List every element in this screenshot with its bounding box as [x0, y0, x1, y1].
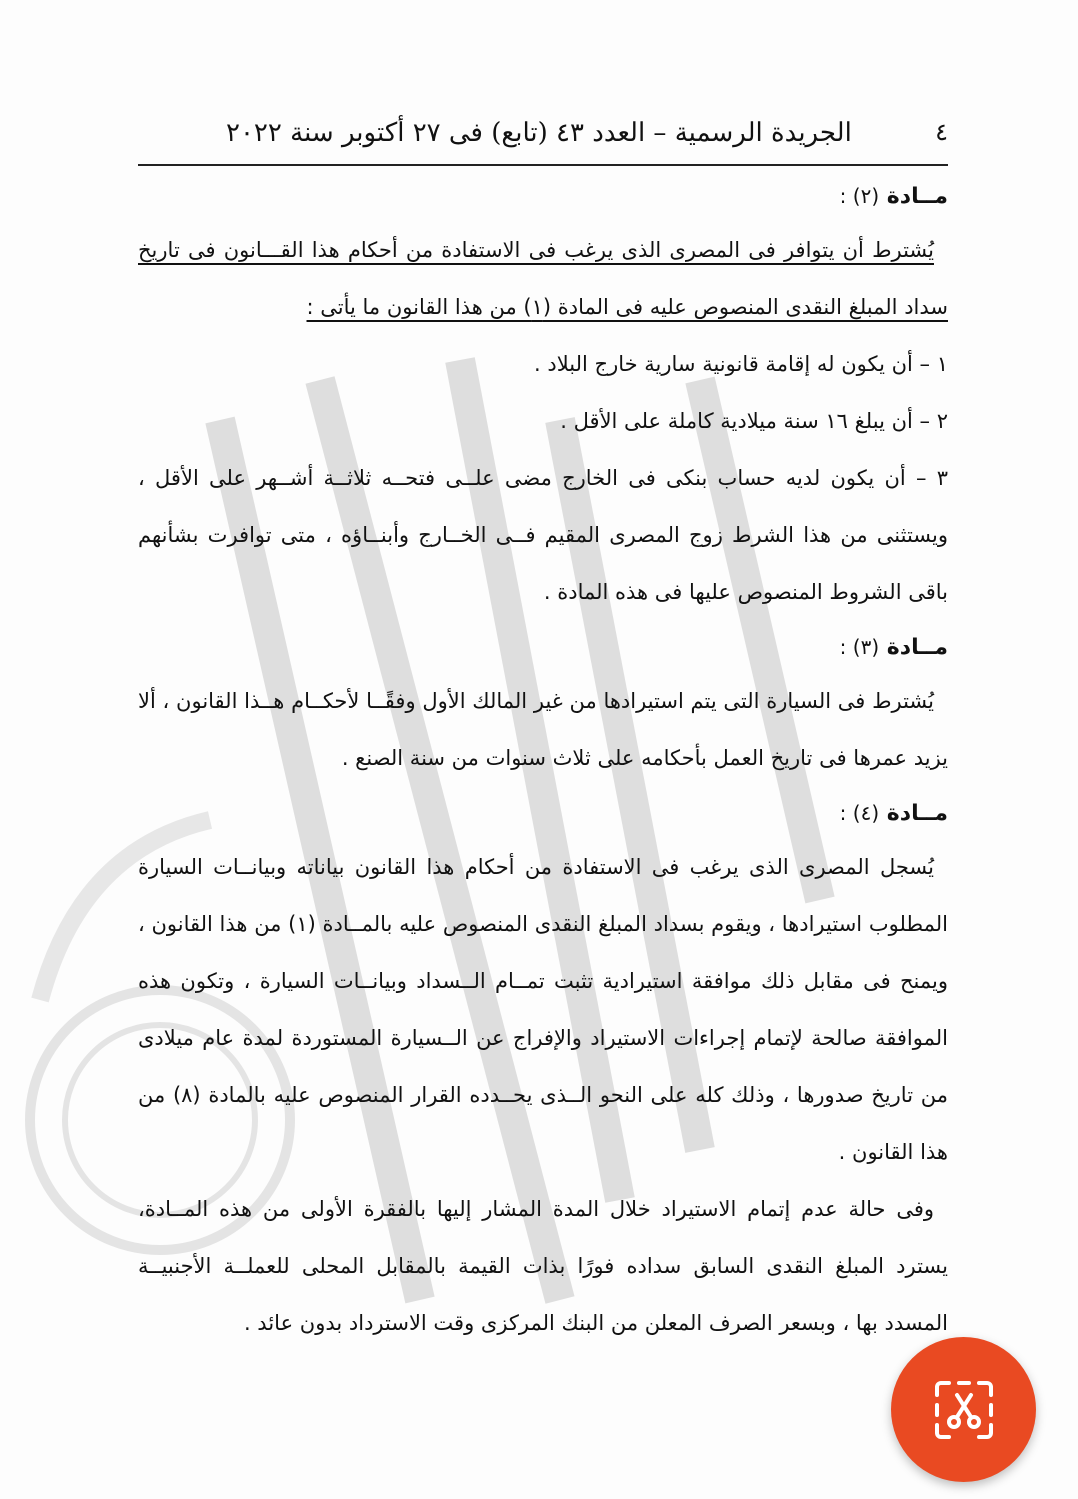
- article-heading: [138, 787, 948, 839]
- article-heading: [138, 621, 948, 673]
- article-heading-number: (٤) :: [839, 801, 880, 825]
- list-item: ١ – أن يكون له إقامة قانونية سارية خارج البلاد .: [534, 352, 948, 376]
- article-3: [138, 621, 948, 787]
- article-heading-number: (٣) :: [839, 635, 880, 659]
- article-heading-number: (٢) :: [839, 184, 880, 208]
- article-paragraph: يُسجل المصرى الذى يرغب فى الاستفادة من أحكام هذا القانون بياناته وبيانــات السيارة المطلوب استيرادها ، ويقوم بسداد المبلغ النقدى المنصوص عليه بالمــادة (١) من هذا القانون ، ويمنح فى مقابل ذلك موافقة استيرادية تثبت تمــام الــسداد وبيانــات السيارة ، وتكون هذه الموافقة صالحة لإتمام إجراءات الاستيراد والإفراج عن الــسيارة المستوردة لمدة عام ميلادى من تاريخ صدورها ، وذلك كله على النحو الــذى يحــدده القرار المنصوص عليه بالمادة (٨) من هذا القانون .: [138, 855, 948, 1164]
- screenshot-edit-button[interactable]: [891, 1337, 1036, 1482]
- article-4: [138, 787, 948, 1352]
- article-paragraph: وفى حالة عدم إتمام الاستيراد خلال المدة المشار إليها بالفقرة الأولى من هذه المــادة، يسترد المبلغ النقدى السابق سداده فورًا بذات القيمة بالمقابل المحلى للعملــة الأجنبيــة المسدد بها ، وبسعر الصرف المعلن من البنك المركزى وقت الاسترداد بدون عائد .: [138, 1197, 948, 1335]
- header-title: الجريدة الرسمية – العدد ٤٣ (تابع) فى ٢٧ أكتوبر سنة ٢٠٢٢: [226, 118, 852, 148]
- article-heading-word: مــادة: [886, 184, 948, 209]
- document-body: [138, 170, 948, 1352]
- article-paragraph: يُشترط أن يتوافر فى المصرى الذى يرغب فى الاستفادة من أحكام هذا القـــانون فى تاريخ سداد المبلغ النقدى المنصوص عليه فى المادة (١) من هذا القانون ما يأتى :: [138, 238, 948, 319]
- page-header: [138, 112, 948, 166]
- list-item: ٣ – أن يكون لديه حساب بنكى فى الخارج مضى علــى فتحــه ثلاثــة أشــهر على الأقل ، ويستثنى من هذا الشرط زوج المصرى المقيم فــى الخــارج وأبنــاؤه ، متى توافرت بشأنهم باقى الشروط المنصوص عليها فى هذه المادة .: [138, 466, 948, 604]
- screenshot-scissors-icon: [931, 1377, 997, 1443]
- page-number: ٤: [935, 118, 948, 146]
- article-heading-word: مــادة: [886, 635, 948, 660]
- article-heading: [138, 170, 948, 222]
- article-paragraph: يُشترط فى السيارة التى يتم استيرادها من غير المالك الأول وفقًــا لأحكــام هــذا القانون ، ألا يزيد عمرها فى تاريخ العمل بأحكامه على ثلاث سنوات من سنة الصنع .: [138, 689, 948, 770]
- list-item: ٢ – أن يبلغ ١٦ سنة ميلادية كاملة على الأقل .: [560, 409, 948, 433]
- article-heading-word: مــادة: [886, 801, 948, 826]
- article-2: [138, 170, 948, 621]
